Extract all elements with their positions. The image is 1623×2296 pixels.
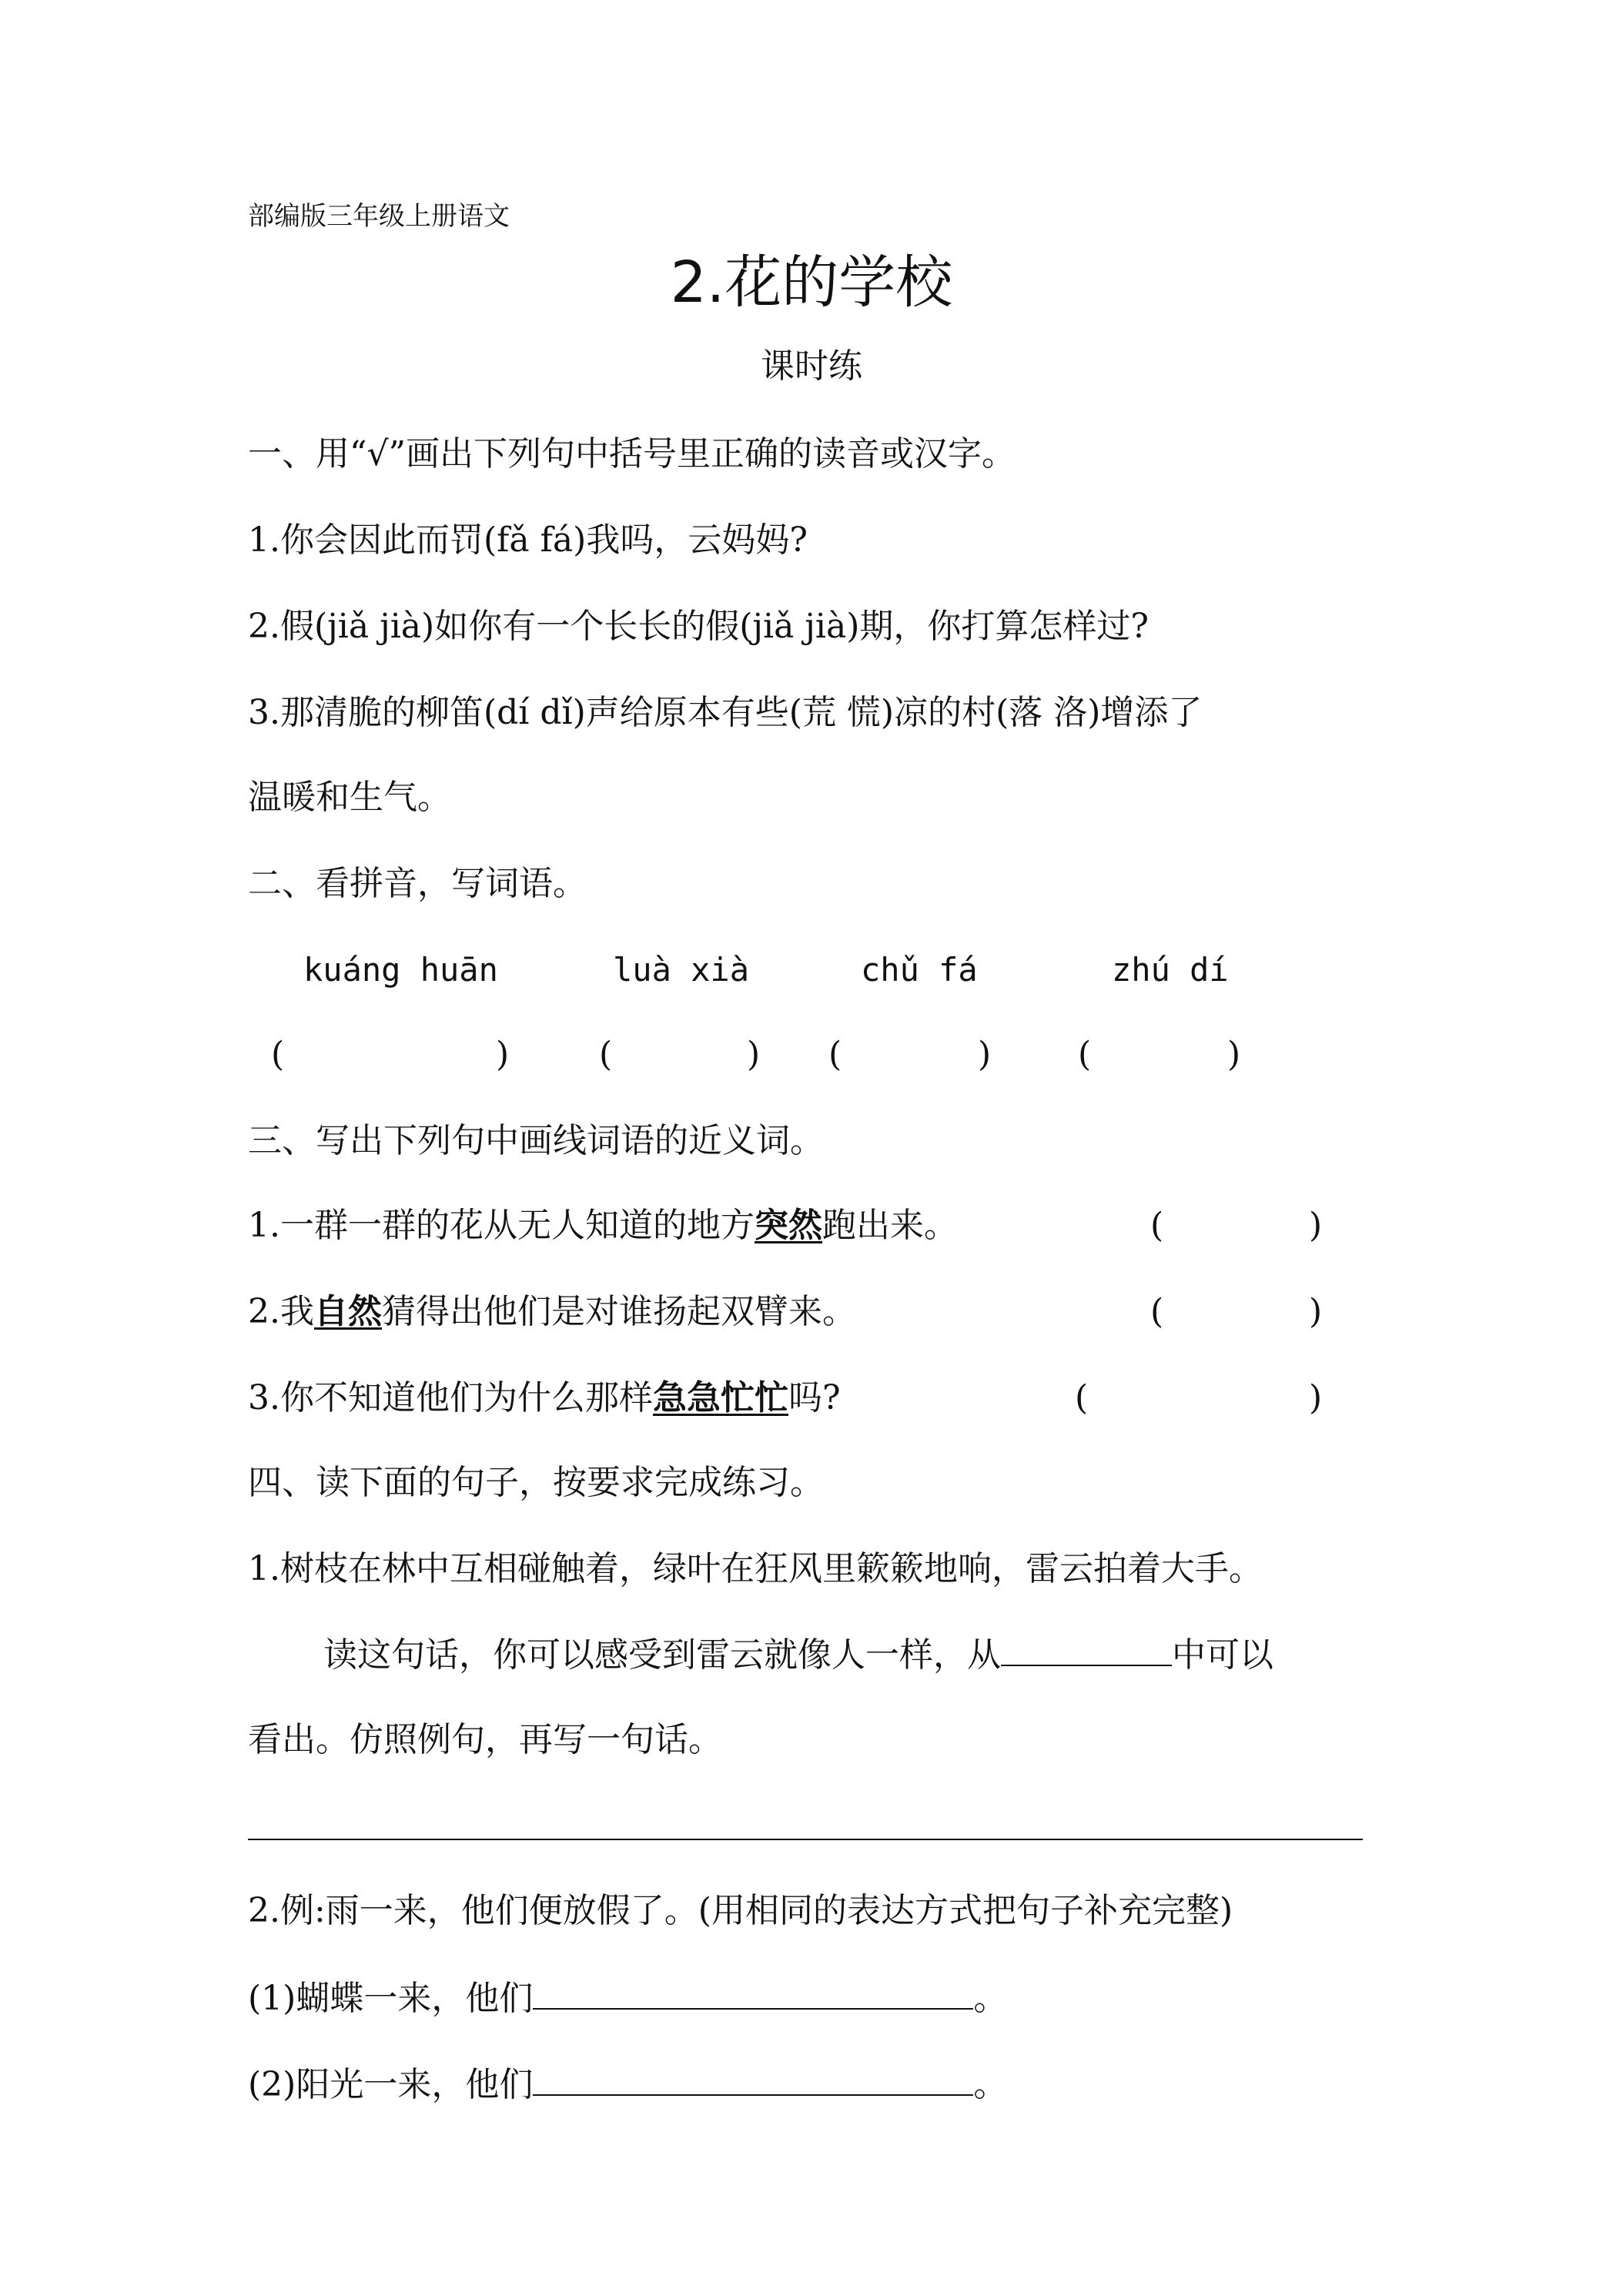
- pinyin-4: zhú dí: [1112, 951, 1229, 989]
- underlined-word: 突然: [754, 1206, 822, 1245]
- section-1-question-1: 1.你会因此而罚(fǎ fá)我吗，云妈妈?: [248, 520, 808, 560]
- prompt-text: 读这句话，你可以感受到雷云就像人一样，从: [323, 1635, 1001, 1675]
- answer-box-2-open: (: [599, 1035, 613, 1074]
- section-3-question-2: [248, 1289, 856, 1335]
- period: 。: [973, 2065, 1008, 2104]
- page-subtitle: 课时练: [761, 346, 862, 386]
- answer-paren-close: ): [1309, 1292, 1323, 1331]
- section-1-question-3: 3.那清脆的柳笛(dí dǐ)声给原本有些(荒 慌)凉的村(落 洛)增添了: [248, 693, 1203, 732]
- underlined-word: 急急忙忙: [652, 1378, 788, 1417]
- section-4-question-1: 1.树枝在林中互相碰触着，绿叶在狂风里簌簌地响，雷云拍着大手。: [248, 1549, 1263, 1588]
- answer-box-1-close: ): [496, 1035, 510, 1074]
- answer-box-4-open: (: [1078, 1035, 1092, 1074]
- question-text: 3.你不知道他们为什么那样: [248, 1378, 653, 1417]
- answer-line[interactable]: [248, 1839, 1363, 1840]
- pinyin-1: kuáng huān: [303, 951, 498, 989]
- answer-box-4-close: ): [1227, 1035, 1241, 1074]
- page-title: 2.花的学校: [670, 249, 953, 316]
- period: 。: [973, 1979, 1008, 2018]
- underlined-word: 自然: [313, 1292, 382, 1331]
- prompt-text: (2)阳光一来，他们: [248, 2065, 534, 2104]
- fill-blank[interactable]: [533, 2060, 973, 2096]
- answer-paren-open: (: [1075, 1378, 1089, 1417]
- answer-box-3-open: (: [828, 1035, 842, 1074]
- question-text: 2.我: [248, 1292, 314, 1331]
- pinyin-2: luà xià: [613, 951, 750, 989]
- pinyin-3: chǔ fá: [861, 951, 978, 989]
- section-2-heading: 二、看拼音，写词语。: [248, 864, 587, 903]
- section-4-reading-prompt: [323, 1631, 1273, 1678]
- answer-box-1-open: (: [271, 1035, 285, 1074]
- question-text: 吗?: [788, 1378, 841, 1417]
- question-text: 1.一群一群的花从无人知道的地方: [248, 1206, 755, 1245]
- answer-paren-close: ): [1309, 1378, 1323, 1417]
- prompt-text: (1)蝴蝶一来，他们: [248, 1979, 534, 2018]
- section-3-question-3: [248, 1375, 841, 1421]
- prompt-text: 中可以: [1172, 1635, 1273, 1675]
- section-4-question-2: 2.例:雨一来，他们便放假了。(用相同的表达方式把句子补充完整): [248, 1891, 1233, 1930]
- section-3-question-1: [248, 1203, 958, 1249]
- header-label: 部编版三年级上册语文: [248, 201, 510, 232]
- section-4-reading-prompt-cont: 看出。仿照例句，再写一句话。: [248, 1720, 722, 1759]
- section-4-question-2-1: [248, 1974, 1007, 2022]
- answer-box-2-close: ): [747, 1035, 761, 1074]
- question-text: 跑出来。: [822, 1206, 958, 1245]
- section-1-question-2: 2.假(jiǎ jià)如你有一个长长的假(jiǎ jià)期，你打算怎样过?: [248, 607, 1149, 646]
- question-text: 猜得出他们是对谁扬起双臂来。: [381, 1292, 856, 1331]
- section-4-question-2-2: [248, 2060, 1007, 2108]
- answer-paren-close: ): [1309, 1206, 1323, 1245]
- section-4-heading: 四、读下面的句子，按要求完成练习。: [248, 1463, 824, 1502]
- section-1-heading: 一、用“√”画出下列句中括号里正确的读音或汉字。: [248, 434, 1016, 474]
- section-1-question-3-cont: 温暖和生气。: [248, 778, 451, 817]
- section-3-heading: 三、写出下列句中画线词语的近义词。: [248, 1121, 824, 1160]
- fill-blank[interactable]: [533, 1974, 973, 2010]
- answer-paren-open: (: [1150, 1292, 1164, 1331]
- answer-box-3-close: ): [978, 1035, 992, 1074]
- answer-paren-open: (: [1150, 1206, 1164, 1245]
- fill-blank[interactable]: [1001, 1631, 1172, 1666]
